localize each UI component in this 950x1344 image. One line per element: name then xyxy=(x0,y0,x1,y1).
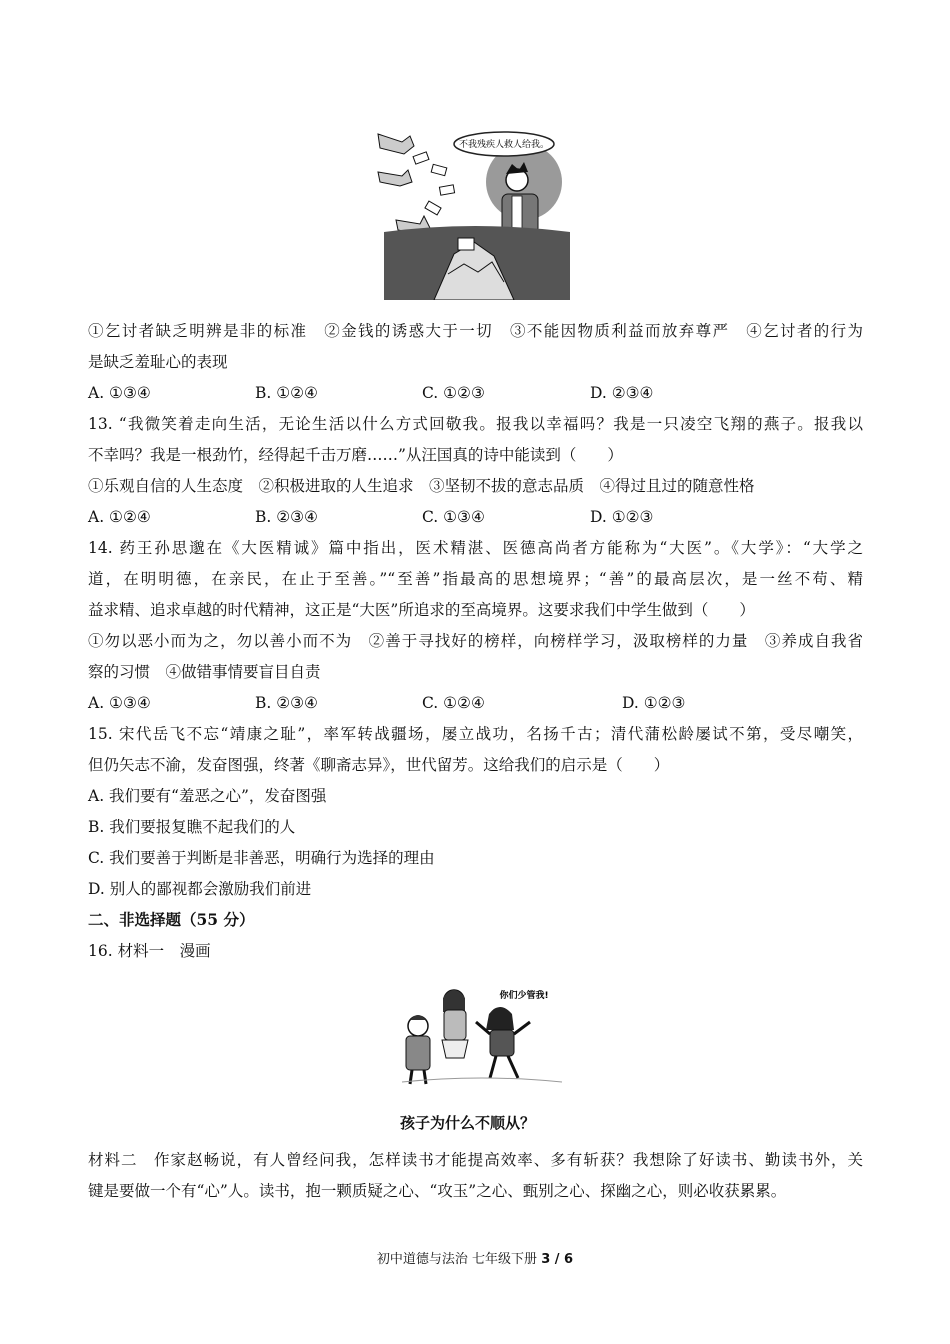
q16-material2-line2: 键是要做一个有“心”人。读书，抱一颗质疑之心、“攻玉”之心、甄别之心、探幽之心，则必收获累累。 xyxy=(88,1182,787,1200)
q12-option-b[interactable]: B. ①②④ xyxy=(255,384,318,402)
q14-statements-line1: ①勿以恶小而为之，勿以善小而不为 ②善于寻找好的榜样，向榜样学习，汲取榜样的力量 ③养成自我省 xyxy=(88,632,863,650)
q14-question-line2: 道，在明明德，在亲民，在止于至善。”“至善”指最高的思想境界；“善”的最高层次，是一丝不苟、精 xyxy=(88,570,863,588)
q15-option-a[interactable]: A. 我们要有“羞恶之心”，发奋图强 xyxy=(88,787,327,805)
q15-option-b[interactable]: B. 我们要报复瞧不起我们的人 xyxy=(88,818,296,836)
q12-option-a[interactable]: A. ①③④ xyxy=(88,384,151,402)
q13-statements: ①乐观自信的人生态度 ②积极进取的人生追求 ③坚韧不拔的意志品质 ④得过且过的随意性格 xyxy=(88,477,755,495)
section-heading: 二、非选择题（55 分） xyxy=(88,910,255,929)
q14-question-line1: 14. 药王孙思邈在《大医精诚》篇中指出，医术精湛、医德高尚者方能称为“大医”。《大学》：“大学之 xyxy=(88,539,863,557)
cartoon2-bubble-text: 你们少管我! xyxy=(499,991,549,1001)
q15-question-line1: 15. 宋代岳飞不忘“靖康之耻”，率军转战疆场，屡立战功，名扬千古；清代蒲松龄屡试不第，受尽嘲笑， xyxy=(88,725,863,743)
q14-option-d[interactable]: D. ①②③ xyxy=(622,694,686,712)
cartoon-beggar-image xyxy=(374,124,578,300)
q12-option-c[interactable]: C. ①②③ xyxy=(422,384,485,402)
q13-question-line2: 不幸吗？我是一根劲竹，经得起千击万磨……”从汪国真的诗中能读到（ ） xyxy=(88,446,623,464)
q14-statements-line2: 察的习惯 ④做错事情要盲目自责 xyxy=(88,663,321,681)
q14-option-b[interactable]: B. ②③④ xyxy=(255,694,318,712)
page-footer xyxy=(0,1248,950,1267)
q14-option-a[interactable]: A. ①③④ xyxy=(88,694,151,712)
q14-question-line3: 益求精、追求卓越的时代精神，这正是“大医”所追求的至高境界。这要求我们中学生做到（ ） xyxy=(88,601,755,619)
q13-option-a[interactable]: A. ①②④ xyxy=(88,508,151,526)
q13-option-b[interactable]: B. ②③④ xyxy=(255,508,318,526)
q13-question-line1: 13. “我微笑着走向生活，无论生活以什么方式回敬我。报我以幸福吗？我是一只凌空飞翔的燕子。报我以 xyxy=(88,415,863,433)
q15-question-line2: 但仍矢志不渝，发奋图强，终著《聊斋志异》，世代留芳。这给我们的启示是（ ） xyxy=(88,756,670,774)
footer-text: 初中道德与法治 七年级下册 xyxy=(376,1252,538,1267)
q12-option-d[interactable]: D. ②③④ xyxy=(590,384,654,402)
cartoon-child-image xyxy=(396,978,566,1088)
q13-option-c[interactable]: C. ①③④ xyxy=(422,508,485,526)
q12-statements-line2: 是缺乏羞耻心的表现 xyxy=(88,353,228,371)
q15-option-c[interactable]: C. 我们要善于判断是非善恶，明确行为选择的理由 xyxy=(88,849,435,867)
footer-page-number: 3 / 6 xyxy=(541,1252,574,1267)
q13-option-d[interactable]: D. ①②③ xyxy=(590,508,654,526)
q16-material2-line1: 材料二 作家赵畅说，有人曾经问我，怎样读书才能提高效率、多有斩获？我想除了好读书、勤读书外，关 xyxy=(88,1151,863,1169)
q15-option-d[interactable]: D. 别人的鄙视都会激励我们前进 xyxy=(88,880,312,898)
q16-cartoon-caption: 孩子为什么不顺从？ xyxy=(400,1114,536,1132)
q16-material1-label: 16. 材料一 漫画 xyxy=(88,942,211,960)
q12-statements-line1: ①乞讨者缺乏明辨是非的标准 ②金钱的诱惑大于一切 ③不能因物质利益而放弃尊严 ④乞讨者的行为 xyxy=(88,322,863,340)
cartoon1-bubble-text: 不我残疾人救人给我。 xyxy=(458,140,550,150)
q14-option-c[interactable]: C. ①②④ xyxy=(422,694,485,712)
